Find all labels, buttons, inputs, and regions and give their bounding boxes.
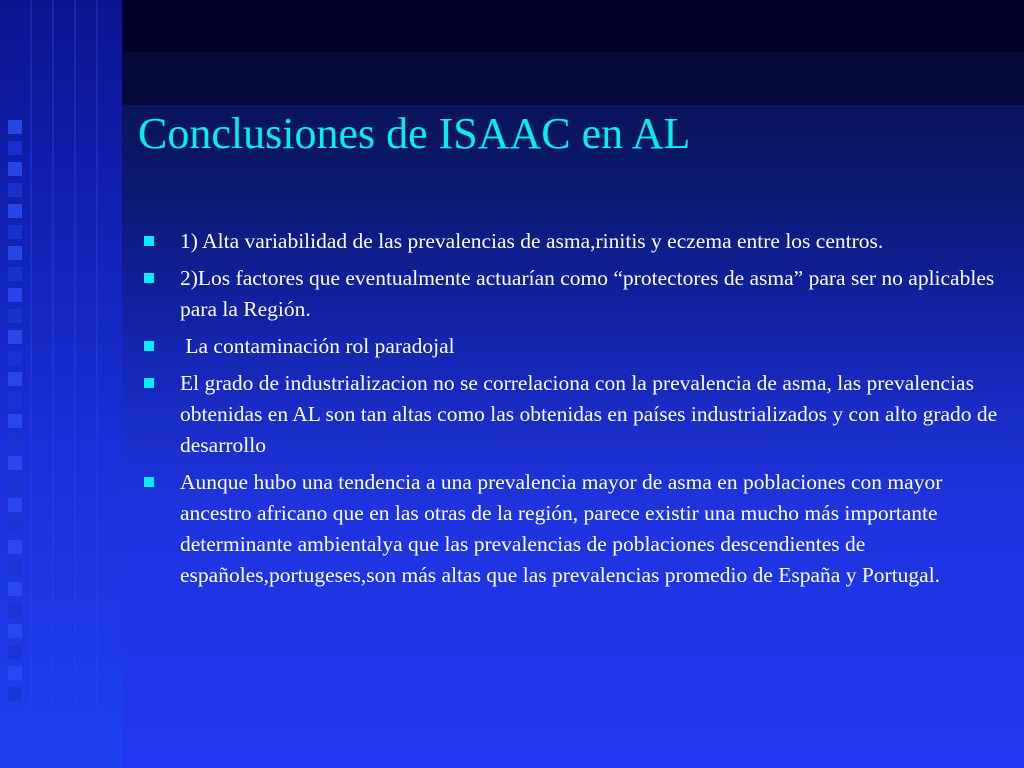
square-bullet-icon (144, 477, 154, 487)
sidebar-square (8, 246, 22, 260)
sidebar-square (8, 351, 22, 365)
square-bullet-icon (144, 378, 154, 388)
sidebar-square (8, 141, 22, 155)
square-bullet-icon (144, 236, 154, 246)
sidebar-square (8, 393, 22, 407)
bullet-text: 1) Alta variabilidad de las prevalencias de asma,rinitis y eczema entre los centros. (180, 229, 884, 253)
square-bullet-icon (144, 341, 154, 351)
bullet-text: La contaminación rol paradojal (180, 334, 455, 358)
sidebar-square (8, 414, 22, 428)
sidebar-square (8, 645, 22, 659)
sidebar-stripe (96, 0, 98, 768)
square-bullet-icon (144, 273, 154, 283)
bullet-item (140, 263, 1000, 325)
sidebar-square (8, 519, 22, 533)
sidebar-square (8, 561, 22, 575)
bullet-text: 2)Los factores que eventualmente actuarían como “protectores de asma” para ser no aplicables para la Región. (180, 266, 995, 321)
sidebar-square (8, 666, 22, 680)
sidebar-square (8, 372, 22, 386)
sidebar-square (8, 330, 22, 344)
sidebar-square (8, 267, 22, 281)
sidebar-square (8, 540, 22, 554)
sidebar-square (8, 204, 22, 218)
bullet-item (140, 226, 1000, 257)
decorative-sidebar (0, 0, 122, 768)
sidebar-square (8, 477, 22, 491)
sidebar-square (8, 603, 22, 617)
bullet-list (140, 226, 1000, 597)
sidebar-square (8, 624, 22, 638)
sidebar-square (8, 582, 22, 596)
sidebar-square (8, 687, 22, 701)
slide-title: Conclusiones de ISAAC en AL (138, 109, 691, 158)
sidebar-square (8, 309, 22, 323)
bullet-item (140, 368, 1000, 461)
sidebar-square (8, 183, 22, 197)
sidebar-square (8, 120, 22, 134)
bullet-item (140, 331, 1000, 362)
sidebar-stripe (74, 0, 76, 768)
sidebar-square (8, 435, 22, 449)
sidebar-stripe (30, 0, 32, 768)
sidebar-square (8, 288, 22, 302)
sidebar-square (8, 162, 22, 176)
bullet-item (140, 467, 1000, 591)
sidebar-stripe (52, 0, 54, 768)
sidebar-square (8, 225, 22, 239)
sidebar-square (8, 456, 22, 470)
bullet-text: El grado de industrializacion no se correlaciona con la prevalencia de asma, las prevalencias obtenidas en AL son tan altas como las obtenidas en países industrializados y con alto grado de desarrollo (180, 371, 998, 457)
bullet-text: Aunque hubo una tendencia a una prevalencia mayor de asma en poblaciones con mayor ancestro africano que en las otras de la región, parece existir una mucho más importante determinante ambientalya que las prevalencias de poblaciones descendientes de españoles,portugeses,son más altas que las prevalencias promedio de España y Portugal. (180, 470, 943, 587)
sidebar-square (8, 498, 22, 512)
